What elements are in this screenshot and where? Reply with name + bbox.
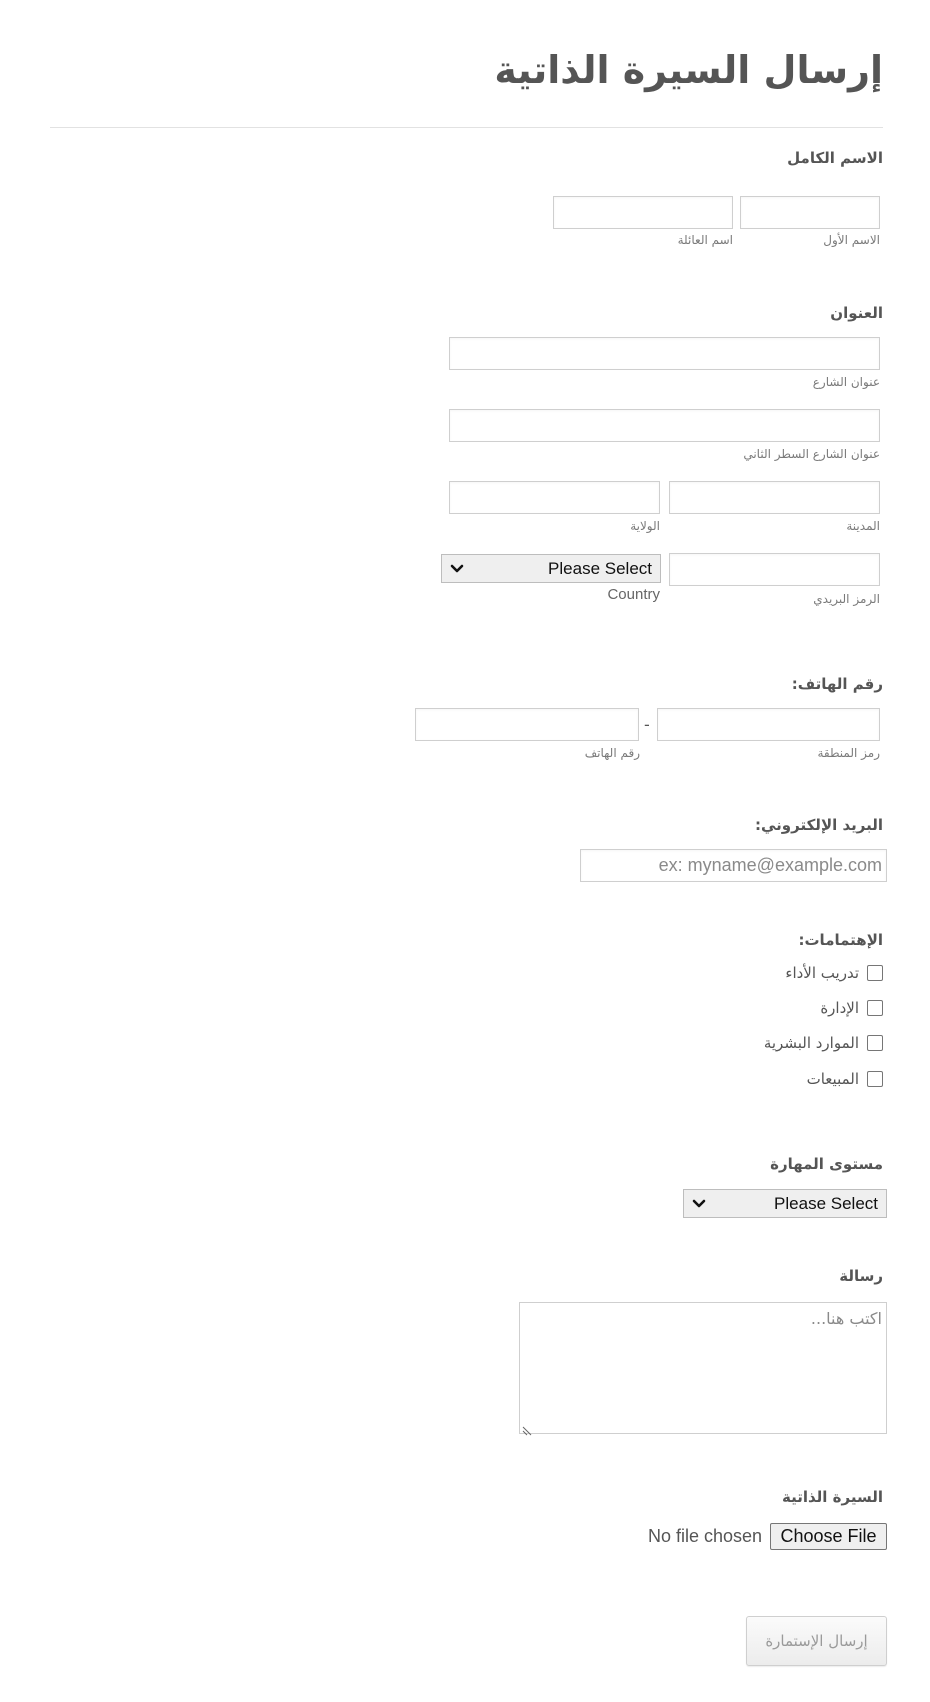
interest-option-label: الموارد البشرية [763, 1034, 859, 1052]
skill-level-label: مستوى المهارة [770, 1155, 883, 1173]
message-placeholder: اكتب هنا... [810, 1309, 882, 1328]
phone-separator: - [644, 715, 650, 734]
full-name-label: الاسم الكامل [787, 149, 883, 167]
message-label: رسالة [839, 1267, 883, 1285]
message-textarea[interactable] [519, 1302, 887, 1434]
country-sublabel: Country [607, 586, 660, 603]
phone-number-sublabel: رقم الهاتف [584, 746, 640, 760]
choose-file-button[interactable]: Choose File [770, 1523, 887, 1550]
interest-option-label: الإدارة [820, 999, 859, 1017]
state-sublabel: الولاية [630, 519, 660, 533]
street-address-sublabel: عنوان الشارع [812, 375, 880, 389]
email-input[interactable]: ex: myname@example.com [580, 849, 887, 882]
phone-number-input[interactable] [415, 708, 639, 741]
page-title: إرسال السيرة الذاتية [494, 48, 883, 92]
zip-code-sublabel: الرمز البريدي [813, 592, 880, 606]
interest-option-label: المبيعات [806, 1070, 859, 1088]
file-status-text: No file chosen [648, 1526, 763, 1546]
state-input[interactable] [449, 481, 660, 514]
interest-option[interactable] [583, 964, 883, 982]
checkbox[interactable] [867, 1071, 883, 1087]
skill-level-select[interactable] [683, 1189, 887, 1218]
last-name-sublabel: اسم العائلة [677, 233, 733, 247]
city-input[interactable] [669, 481, 880, 514]
country-selected-value: Please Select [548, 558, 652, 578]
zip-code-input[interactable] [669, 553, 880, 586]
phone-label: رقم الهاتف: [791, 675, 883, 693]
email-label: البريد الإلكتروني: [755, 816, 883, 834]
interest-option[interactable] [583, 999, 883, 1017]
skill-level-selected-value: Please Select [774, 1193, 878, 1213]
area-code-input[interactable] [657, 708, 880, 741]
interest-option[interactable] [583, 1034, 883, 1052]
first-name-input[interactable] [740, 196, 880, 229]
street-address-line2-sublabel: عنوان الشارع السطر الثاني [743, 447, 880, 461]
first-name-sublabel: الاسم الأول [823, 233, 880, 247]
checkbox[interactable] [867, 1000, 883, 1016]
chevron-down-icon [690, 1195, 708, 1213]
checkbox[interactable] [867, 965, 883, 981]
submit-button[interactable]: إرسال الإستمارة [746, 1616, 887, 1666]
resize-grip-icon[interactable] [522, 1421, 532, 1431]
address-label: العنوان [830, 304, 883, 322]
interest-option[interactable] [583, 1070, 883, 1088]
interests-label: الإهتمامات: [798, 931, 883, 949]
city-sublabel: المدينة [846, 519, 880, 533]
area-code-sublabel: رمز المنطقة [817, 746, 880, 760]
resume-label: السيرة الذاتية [781, 1488, 883, 1506]
title-divider [50, 127, 883, 128]
interest-option-label: تدريب الأداء [785, 964, 859, 982]
country-select[interactable] [441, 554, 661, 583]
street-address-input[interactable] [449, 337, 880, 370]
checkbox[interactable] [867, 1035, 883, 1051]
chevron-down-icon [448, 560, 466, 578]
street-address-line2-input[interactable] [449, 409, 880, 442]
last-name-input[interactable] [553, 196, 733, 229]
